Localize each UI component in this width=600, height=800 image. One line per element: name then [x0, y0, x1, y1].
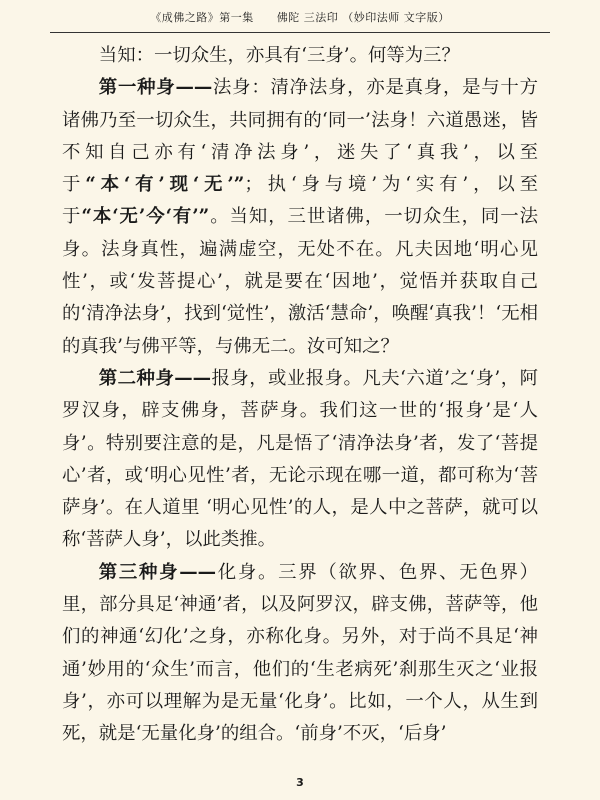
text-segment: 。当知，三世诸佛，一切众生，同一法身。法身真性，遍满虚空，无处不在。凡夫因地‘明心见性’，或‘发菩提心’，就是要在‘因地’，觉悟并获取自己的‘清净法身’，找到‘觉性’，激活‘慧命’，唤醒‘真我’！‘无相的真我’与佛平等，与佛无二。汝可知之？: [62, 206, 538, 357]
page-number: 3: [296, 776, 304, 789]
paragraph-second-body: [62, 363, 538, 557]
text-segment: 法身：清净法身，亦是真身，是与十方诸佛乃至一切众生，共同拥有的‘同一’法身！六道愚迷，皆不知自己亦有‘清净法身’，迷失了‘真我’，以至于: [62, 77, 538, 196]
paragraph-third-body: [62, 557, 538, 751]
header-rule: [50, 32, 550, 33]
section-heading: 第一种身——: [98, 77, 213, 99]
section-heading: 第二种身——: [98, 367, 212, 389]
emphasis-text: “本‘有’现‘无’”: [85, 174, 245, 196]
text-segment: 报身，或业报身。凡夫‘六道’之‘身’，阿罗汉身，辟支佛身，菩萨身。我们这一世的‘报身’是‘人身’。特别要注意的是，凡是悟了‘清净法身’者，发了‘菩提心’者，或‘明心见性’者，无论示现在哪一道，都可称为‘菩萨身’。在人道里 ‘明心见性’的人，是人中之菩萨，就可以称‘菩萨人身’，以此类推。: [62, 367, 538, 551]
section-heading: 第三种身——: [98, 561, 217, 583]
text-segment: 化身。三界（欲界、色界、无色界）里，部分具足‘神通’者，以及阿罗汉，辟支佛，菩萨等，他们的神通‘幻化’之身，亦称化身。另外，对于尚不具足‘神通’妙用的‘众生’而言，他们的‘生老病死’刹那生灭之‘业报身’，亦可以理解为是无量‘化身’。比如，一个人，从生到死，就是‘无量化身’的组合。‘前身’不灭，‘后身’: [62, 561, 538, 745]
text-segment: 当知：一切众生，亦具有‘三身’。何等为三？: [98, 45, 460, 66]
page-body: [62, 40, 538, 751]
paragraph-intro: [62, 40, 538, 72]
paragraph-first-body: [62, 72, 538, 363]
running-header: 《成佛之路》第一集 佛陀 三法印 （妙印法师 文字版）: [150, 11, 450, 24]
text-segment: ；执‘身与境’为‘实有’，以至于: [62, 174, 538, 228]
emphasis-text: “本‘无’今‘有’”: [81, 206, 210, 228]
